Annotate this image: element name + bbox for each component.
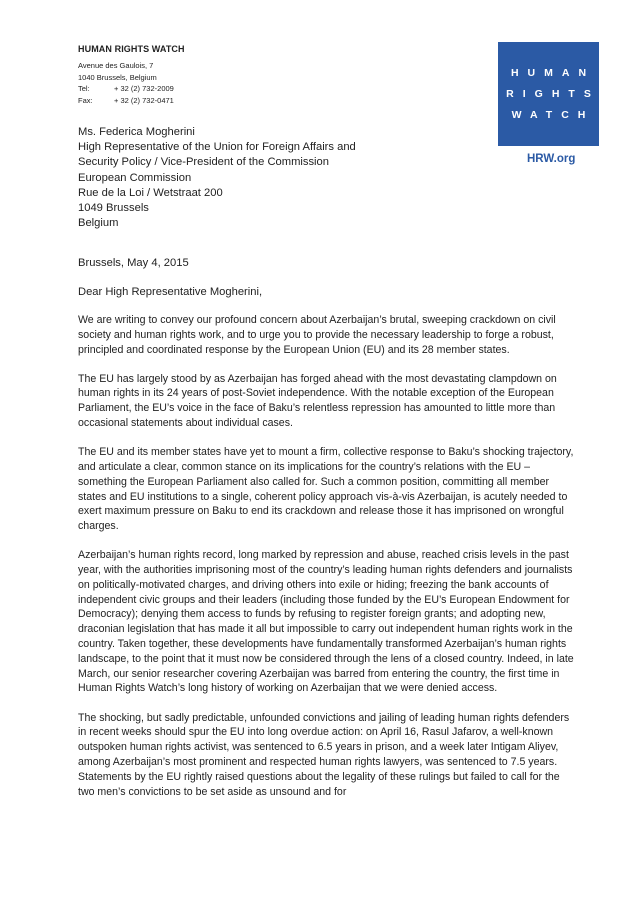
recipient-street: Rue de la Loi / Wetstraat 200: [78, 186, 223, 199]
sender-address-line: Avenue des Gaulois, 7: [78, 61, 154, 70]
body-paragraph: Azerbaijan’s human rights record, long marked by repression and abuse, reached crisis levels in the past year, with the authorities imprisoning most of the country’s leading human rights defenders and journalists on politically-motivated charges, and driving others into exile or hiding; freezing the bank accounts of independent civic groups and their leaders (including those funded by the EU’s European Endowment for Democracy); denying them access to funds by refusing to register foreign grants; and adopting new, draconian legislation that has made it all but impossible to carry out independent human rights work in the country. Taken together, these developments have fundamentally transformed Azerbaijan’s human rights landscape, to the point that it must now be considered through the lens of a closed country. Indeed, in late March, our senior researcher covering Azerbaijan was barred from entering the country, the first time in Human Rights Watch’s long history of working on Azerbaijan that we were denied access.: [78, 549, 574, 695]
body-paragraph: The EU and its member states have yet to mount a firm, collective response to Baku’s shocking trajectory, and articulate a clear, common stance on its implications for the country’s relations with the EU – something the European Parliament also called for. Such a common position, committing all member states and EU institutions to a single, coherent policy approach vis-à-vis Azerbaijan, is acutely needed to exert maximum pressure on Baku to end its crackdown and release those it has imprisoned on wrongful charges.: [78, 446, 574, 533]
fax-label: Fax:: [78, 95, 93, 105]
body-paragraph: The shocking, but sadly predictable, unfounded convictions and jailing of leading human rights defenders in recent weeks should spur the EU into long overdue action: on April 16, Rasul Jafarov, a well-known outspoken human rights activist, was sentenced to 6.5 years in prison, and a week later Intigam Aliyev, among Azerbaijan’s most prominent and respected human rights lawyers, was sentenced to 7.5 years. Statements by the EU rightly raised questions about the legality of these rulings but failed to call for the two men’s convictions to be set aside as unsound and for: [78, 711, 570, 798]
tel-label: Tel:: [78, 84, 90, 93]
recipient-organization: European Commission: [78, 171, 192, 184]
recipient-name: Ms. Federica Mogherini: [78, 126, 195, 138]
tel-value: + 32 (2) 732-2009: [114, 84, 174, 93]
logo-line-human: HUMAN: [510, 67, 596, 79]
sender-tel: [78, 83, 185, 95]
logo-line-rights: RIGHTS: [506, 88, 600, 100]
sender-fax: [78, 95, 185, 107]
recipient-city: 1049 Brussels: [78, 202, 149, 215]
sender-org-name: HUMAN RIGHTS WATCH: [78, 44, 185, 54]
letter-date: Brussels, May 4, 2015: [78, 257, 189, 269]
fax-value: + 32 (2) 732-0471: [114, 95, 174, 105]
sender-address-line: 1040 Brussels, Belgium: [78, 72, 157, 82]
body-paragraph: The EU has largely stood by as Azerbaijan has forged ahead with the most devastating clampdown on human rights in its 24 years of post-Soviet independence. With the notable exception of the European Parliament, the EU’s voice in the face of Baku’s relentless repression has amounted to little more than occasional statements about individual cases.: [78, 372, 557, 430]
recipient-country: Belgium: [78, 217, 119, 230]
hrw-logo: [498, 42, 599, 146]
salutation: Dear High Representative Mogherini,: [78, 286, 263, 298]
recipient-title-line: High Representative of the Union for Foreign Affairs and: [78, 141, 356, 154]
recipient-block: [78, 125, 356, 231]
recipient-title-line: Security Policy / Vice-President of the Commission: [78, 156, 329, 169]
letter-body: [78, 313, 578, 814]
sender-block: [78, 44, 185, 106]
website-link[interactable]: HRW.org: [527, 153, 576, 165]
logo-line-watch: WATCH: [511, 109, 595, 121]
body-paragraph: We are writing to convey our profound concern about Azerbaijan’s brutal, sweeping crackdown on civil society and human rights work, and to urge you to provide the necessary leadership to forge a robust, principled and coordinated response by the European Union (EU) and its 28 member states.: [78, 314, 556, 356]
